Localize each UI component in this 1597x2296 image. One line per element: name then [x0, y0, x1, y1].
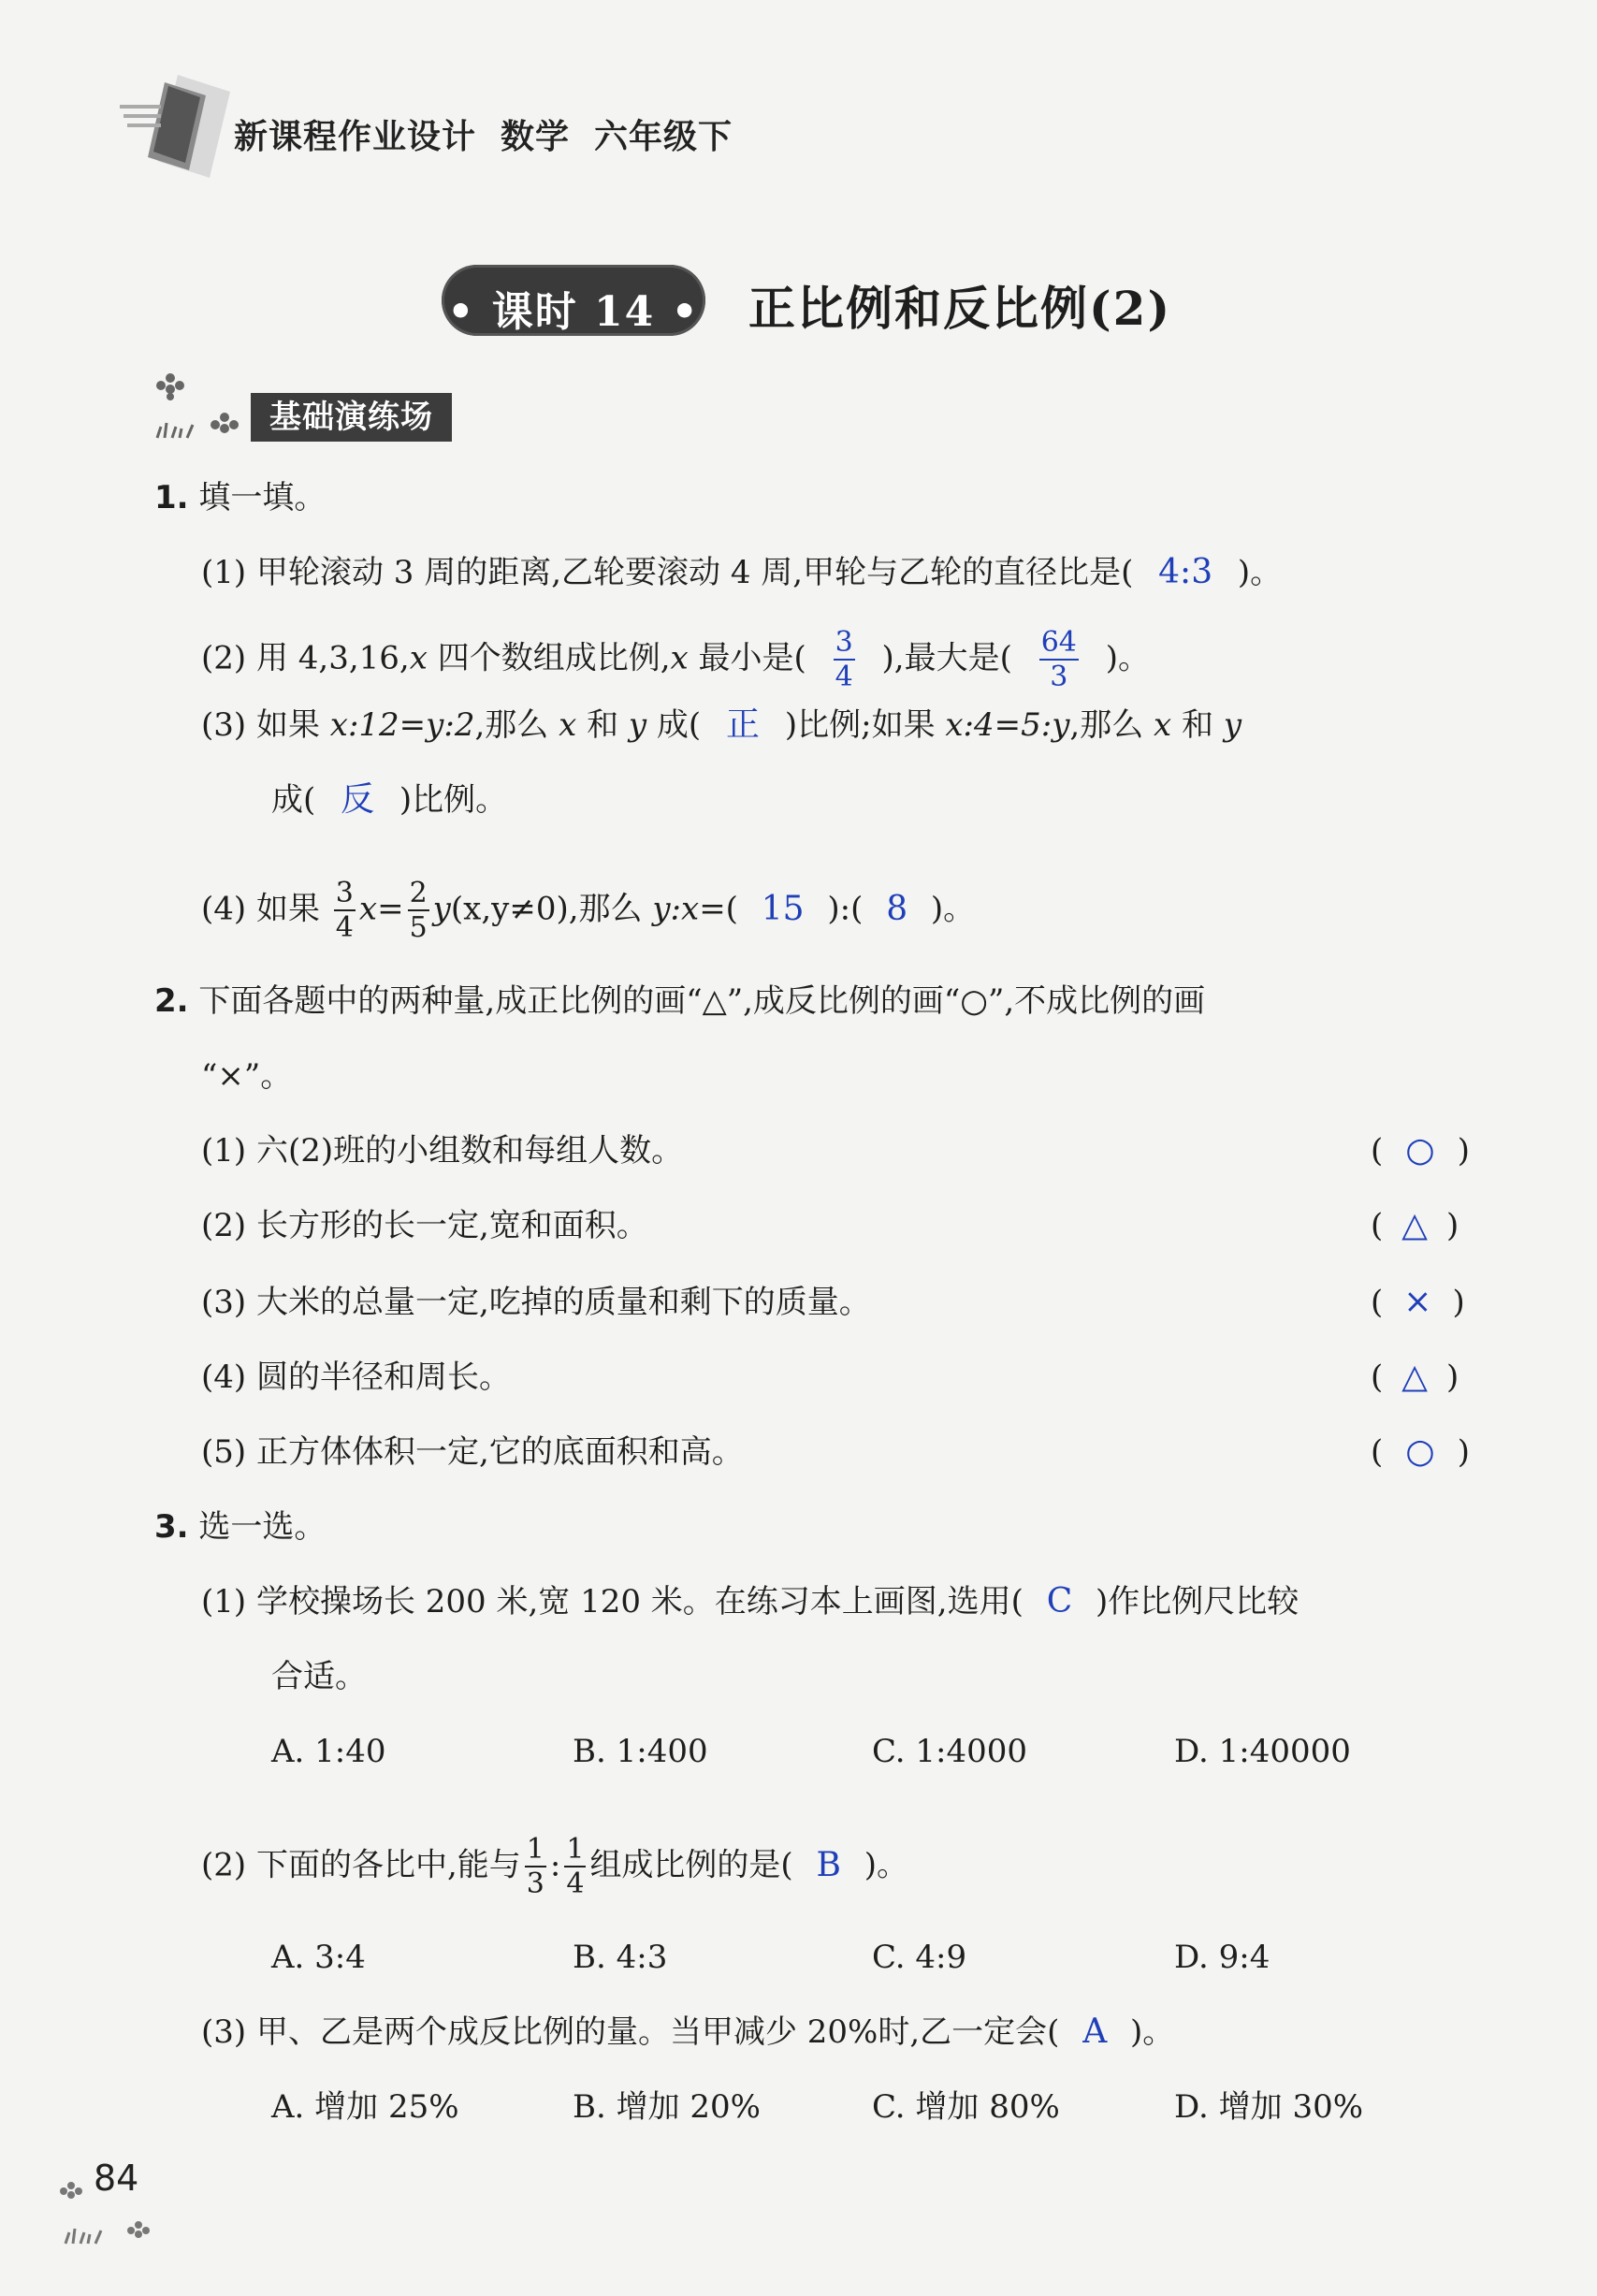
q3-part-1-line-2: 合适。 [271, 1658, 367, 1695]
numerator: 1 [526, 1833, 544, 1866]
page-number: 84 [94, 2158, 139, 2199]
answer-blank: 正 [726, 705, 761, 744]
q3-part-1 [201, 1583, 1299, 1620]
q2-item-5: (5) 正方体体积一定,它的底面积和高。 [201, 1433, 744, 1471]
part-text: ,那么 [1069, 706, 1154, 744]
answer-mark: ○ [1405, 1432, 1435, 1471]
q1-part-3 [201, 706, 1241, 744]
question-number: 2. [154, 982, 189, 1020]
answer-blank: 15 [761, 889, 805, 928]
option-d: D. 1:40000 [1174, 1733, 1351, 1770]
question-text: 填一填。 [198, 479, 327, 516]
part-text: (1) 甲轮滚动 3 周的距离,乙轮要滚动 4 周,甲轮与乙轮的直径比是( [201, 554, 1134, 591]
q2-item-1: (1) 六(2)班的小组数和每组人数。 [201, 1132, 684, 1170]
notebook-stripes-icon [120, 73, 232, 185]
answer-mark: ○ [1405, 1131, 1435, 1170]
part-text: (2) 下面的各比中,能与 [201, 1846, 521, 1884]
lesson-title: 正比例和反比例(2) [748, 281, 1172, 336]
answer-mark: △ [1401, 1206, 1428, 1244]
question-text: 下面各题中的两种量,成正比例的画“△”,成反比例的画“○”,不成比例的画 [198, 982, 1206, 1020]
denominator: 4 [335, 911, 354, 944]
q1-part-2 [201, 626, 1150, 693]
numerator: 2 [409, 877, 428, 909]
part-text: =( [699, 890, 738, 928]
answer-fraction-max [1039, 626, 1079, 693]
answer-mark: △ [1401, 1358, 1428, 1396]
q2-item-3: (3) 大米的总量一定,吃掉的质量和剩下的质量。 [201, 1284, 871, 1321]
question-number: 3. [154, 1508, 189, 1546]
book-header [234, 110, 757, 158]
numerator: 3 [335, 877, 354, 909]
grade-name: 六年级下 [594, 118, 733, 156]
part-text: 四个数组成比例, [427, 639, 671, 677]
q3-part-3 [201, 2013, 1174, 2051]
variable-y: y [628, 706, 647, 744]
fraction [564, 1833, 586, 1900]
part-text: ,那么 [568, 890, 653, 928]
variable-y: y [1223, 706, 1242, 744]
part-text-end: )。 [1105, 639, 1150, 677]
part-text: 成( [646, 706, 702, 744]
variable-y: y [432, 890, 451, 928]
part-text-end: )比例。 [399, 781, 508, 819]
option-d: D. 增加 30% [1174, 2088, 1364, 2126]
answer-blank: C [1046, 1582, 1073, 1620]
denominator: 3 [526, 1867, 544, 1900]
part-text: (3) 如果 [201, 706, 330, 744]
part-text: 和 [1171, 706, 1224, 744]
equation: x:4=5:y [945, 706, 1070, 744]
part-text: (1) 学校操场长 200 米,宽 120 米。在练习本上画图,选用( [201, 1583, 1024, 1620]
answer-blank: B [816, 1845, 841, 1884]
equals-sign: = [377, 890, 404, 928]
answer-blank: 8 [886, 889, 908, 928]
part-text-end: )作比例尺比较 [1096, 1583, 1299, 1620]
numerator: 1 [566, 1833, 585, 1866]
q2-item-4: (4) 圆的半径和周长。 [201, 1359, 511, 1396]
denominator: 5 [409, 911, 428, 944]
q1-part-1 [201, 554, 1282, 591]
question-1-title [154, 479, 326, 516]
question-2-title-line-2: “×”。 [201, 1057, 293, 1095]
part-text: ):( [827, 890, 864, 928]
q2-item-5-answer: ( ○ ) [1371, 1432, 1470, 1471]
part-text-end: )。 [864, 1846, 909, 1884]
option-b: B. 增加 20% [573, 2088, 761, 2126]
ratio: y:x [652, 890, 700, 928]
answer-blank: A [1082, 2013, 1108, 2051]
fraction [408, 879, 429, 942]
answer-mark: × [1403, 1283, 1432, 1321]
option-a: A. 增加 25% [271, 2088, 459, 2126]
option-a: A. 1:40 [271, 1733, 386, 1770]
lesson-badge [442, 265, 705, 336]
lesson-label: • 课时 14 • [447, 288, 700, 336]
book-name: 新课程作业设计 [234, 118, 477, 156]
part-text: 组成比例的是( [589, 1846, 793, 1884]
answer-fraction-min [834, 626, 855, 693]
subject-name: 数学 [501, 118, 571, 156]
part-text-end: )。 [930, 890, 976, 928]
q3-part-2 [201, 1833, 909, 1900]
part-text: (4) 如果 [201, 890, 320, 928]
option-b: B. 4:3 [573, 1939, 668, 1976]
question-3-title [154, 1508, 326, 1546]
answer-blank: 4:3 [1158, 553, 1213, 591]
part-text-end: )。 [1130, 2013, 1175, 2051]
question-text: 选一选。 [198, 1508, 327, 1546]
q1-part-3-line-2 [271, 781, 507, 819]
option-a: A. 3:4 [271, 1939, 366, 1976]
option-d: D. 9:4 [1174, 1939, 1270, 1976]
flower-grass-icon [150, 372, 243, 447]
numerator: 64 [1040, 626, 1077, 659]
equation: x:12=y:2 [329, 706, 475, 744]
fraction [525, 1833, 546, 1900]
part-text: (3) 甲、乙是两个成反比例的量。当甲减少 20%时,乙一定会( [201, 2013, 1060, 2051]
variable-x: x [1154, 706, 1172, 744]
numerator: 3 [835, 626, 853, 659]
part-text: ,那么 [474, 706, 559, 744]
denominator: 4 [835, 661, 853, 693]
denominator: 4 [566, 1867, 585, 1900]
q2-item-4-answer: ( △ ) [1371, 1358, 1459, 1396]
answer-blank: 反 [341, 780, 375, 819]
denominator: 3 [1050, 661, 1068, 693]
option-c: C. 4:9 [872, 1939, 967, 1976]
variable-x: x [559, 706, 577, 744]
colon: : [549, 1846, 561, 1884]
variable-x: x [670, 639, 689, 677]
variable-x: x [358, 890, 378, 928]
question-2-title [154, 982, 1205, 1020]
q2-item-1-answer: ( ○ ) [1371, 1131, 1470, 1170]
part-text: )比例;如果 [784, 706, 946, 744]
option-b: B. 1:400 [573, 1733, 708, 1770]
question-number: 1. [154, 479, 189, 516]
condition: (x,y≠0) [450, 890, 569, 928]
q2-item-2-answer: ( △ ) [1371, 1206, 1459, 1244]
option-c: C. 增加 80% [872, 2088, 1060, 2126]
part-text: 成( [271, 781, 316, 819]
part-text: (2) 用 4,3,16, [201, 639, 410, 677]
variable-x: x [409, 639, 428, 677]
q1-part-4 [201, 879, 975, 942]
q2-item-2: (2) 长方形的长一定,宽和面积。 [201, 1207, 648, 1244]
fraction [334, 879, 356, 942]
part-text: 最小是( [688, 639, 806, 677]
part-text: ),最大是( [881, 639, 1012, 677]
section-tag: 基础演练场 [251, 393, 452, 442]
part-text-end: )。 [1237, 554, 1283, 591]
option-c: C. 1:4000 [872, 1733, 1028, 1770]
part-text: 和 [576, 706, 629, 744]
q2-item-3-answer: ( × ) [1371, 1283, 1465, 1321]
